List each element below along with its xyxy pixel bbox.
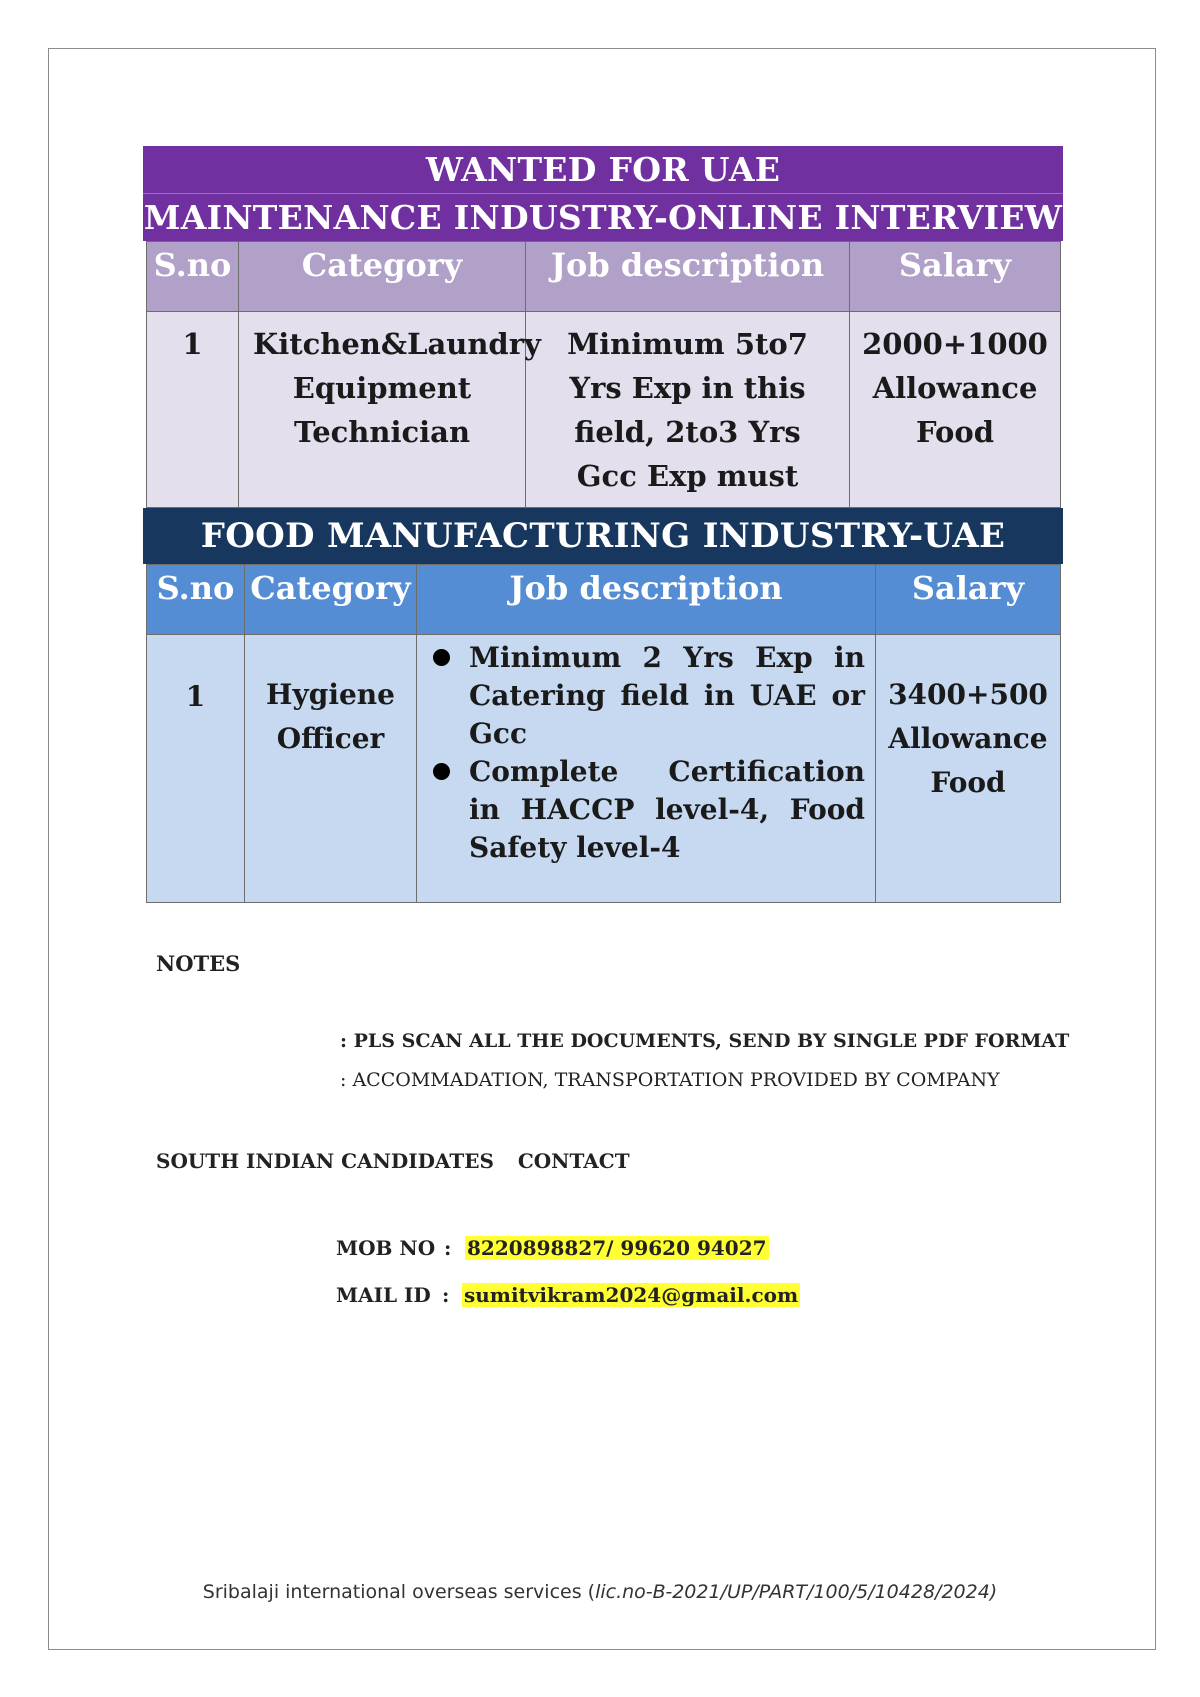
maintenance-banner <box>143 146 1063 241</box>
mail-separator: : <box>442 1283 450 1307</box>
salary-amount: 2000+1000 <box>862 327 1048 361</box>
footer-license: lic.no-B-2021/UP/PART/100/5/10428/2024) <box>595 1581 998 1603</box>
salary-allowance: Allowance <box>888 722 1048 755</box>
cell-category <box>245 635 417 903</box>
contact-heading <box>156 1149 630 1173</box>
mobile-number-value[interactable]: 8220898827/ 99620 94027 <box>467 1236 767 1260</box>
note-accommodation: : ACCOMMADATION, TRANSPORTATION PROVIDED BY COMPANY <box>340 1069 1000 1091</box>
salary-food: Food <box>916 415 994 449</box>
contact-heading-right: CONTACT <box>517 1149 630 1173</box>
table-row <box>147 312 1061 508</box>
banner-title-line2: MAINTENANCE INDUSTRY-ONLINE INTERVIEW <box>143 193 1063 241</box>
mail-label: MAIL ID <box>336 1283 431 1307</box>
maintenance-table <box>146 241 1061 508</box>
mobile-separator: : <box>444 1236 452 1260</box>
cell-sno <box>147 635 245 903</box>
list-item <box>427 639 865 753</box>
table-header-row <box>147 565 1061 635</box>
food-manufacturing-section <box>143 508 1063 903</box>
job-description-list <box>427 639 865 867</box>
notes-title: NOTES <box>156 951 241 976</box>
banner-title-line1: WANTED FOR UAE <box>425 150 781 189</box>
header-salary: Salary <box>850 242 1061 312</box>
cell-sno: 1 <box>147 312 239 508</box>
table-row <box>147 635 1061 903</box>
email-address-value[interactable]: sumitvikram2024@gmail.com <box>464 1283 799 1307</box>
header-category: Category <box>245 565 417 635</box>
cell-category: Kitchen&Laundry Equipment Technician <box>239 312 526 508</box>
category-value: Hygiene Officer <box>266 678 395 755</box>
cell-salary <box>850 312 1061 508</box>
header-job-description: Job description <box>417 565 876 635</box>
header-sno: S.no <box>147 565 245 635</box>
table-header-row <box>147 242 1061 312</box>
salary-food: Food <box>930 766 1006 799</box>
cell-job-description <box>417 635 876 903</box>
cell-salary <box>876 635 1061 903</box>
header-job-description: Job description <box>526 242 850 312</box>
header-salary: Salary <box>876 565 1061 635</box>
header-sno: S.no <box>147 242 239 312</box>
contact-heading-left: SOUTH INDIAN CANDIDATES <box>156 1149 494 1173</box>
food-manufacturing-banner: FOOD MANUFACTURING INDUSTRY-UAE <box>143 508 1063 564</box>
salary-amount: 3400+500 <box>888 678 1048 711</box>
maintenance-section <box>143 146 1063 508</box>
bullet-icon <box>433 649 450 666</box>
salary-allowance: Allowance <box>872 371 1038 405</box>
sno-value: 1 <box>185 680 206 713</box>
footer-company: Sribalaji international overseas services ( <box>202 1581 596 1603</box>
bullet-text: Minimum 2 Yrs Exp in Catering field in UAE or Gcc <box>469 641 865 750</box>
food-manufacturing-table <box>146 564 1061 903</box>
note-scan-documents: : PLS SCAN ALL THE DOCUMENTS, SEND BY SINGLE PDF FORMAT <box>340 1030 1070 1052</box>
bullet-icon <box>433 763 450 780</box>
footer <box>0 1581 1200 1603</box>
list-item <box>427 753 865 867</box>
email-address[interactable] <box>462 1283 800 1307</box>
mobile-number[interactable] <box>465 1236 769 1260</box>
mobile-label: MOB NO <box>336 1236 436 1260</box>
header-category: Category <box>239 242 526 312</box>
cell-job-description: Minimum 5to7 Yrs Exp in this field, 2to3 Yrs Gcc Exp must <box>526 312 850 508</box>
bullet-text: Complete Certification in HACCP level-4, Food Safety level-4 <box>469 755 865 864</box>
